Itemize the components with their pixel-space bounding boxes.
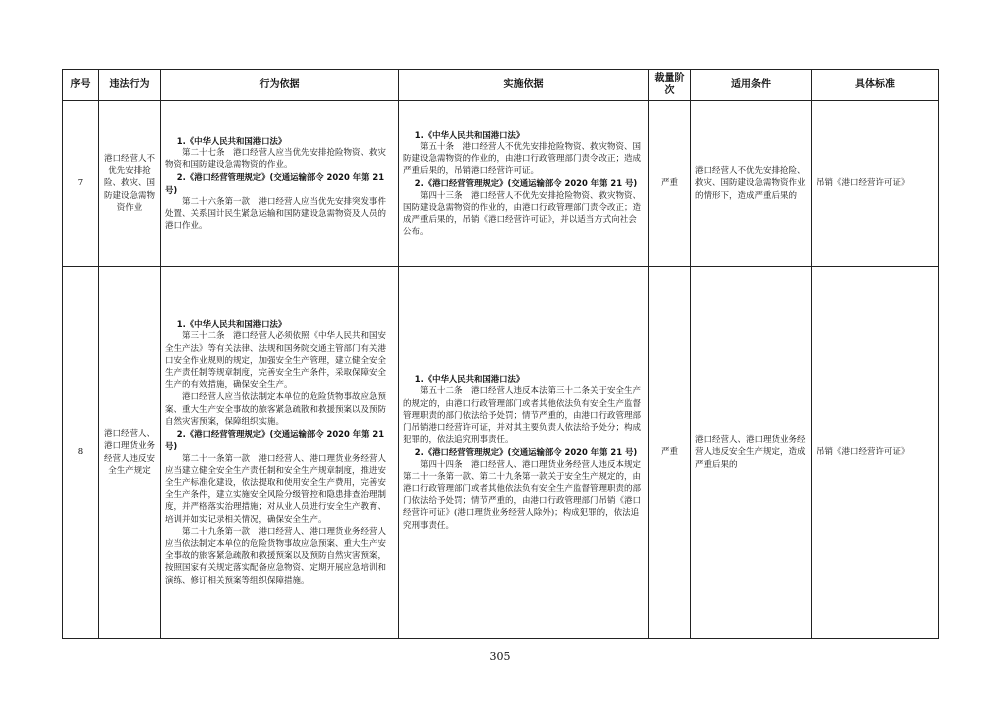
- row-condition: 港口经营人、港口理货业务经营人违反安全生产规定，造成严重后果的: [691, 267, 812, 639]
- row-seq: 7: [63, 101, 99, 267]
- basis-article: 第二十七条 港口经营人应当优先安排抢险物资、救灾物资和国防建设急需物资的作业。: [165, 147, 387, 171]
- impl-rule-title: 2.《港口经营管理规定》(交通运输部令 2020 年第 21 号): [414, 447, 638, 458]
- impl-article: 第五十二条 港口经营人违反本法第三十二条关于安全生产的规定的，由港口行政管理部门或者其他依法负有安全生产监督管理职责的部门依法给予处罚；情节严重的，由港口行政管理部门吊销港口经营许可证，并对其主要负责人依法给予处分；构成犯罪的，依法追究刑事责任。: [403, 386, 642, 446]
- row-impl: [399, 101, 649, 267]
- header-level: 裁量阶次: [649, 70, 691, 101]
- table-row: [63, 267, 939, 639]
- impl-article: 第五十条 港口经营人不优先安排抢险物资、救灾物资、国防建设急需物资的作业的，由港口行政管理部门责令改正；造成严重后果的，吊销港口经营许可证。: [403, 141, 642, 177]
- row-condition: 港口经营人不优先安排抢险、救灾、国防建设急需物资作业的情形下，造成严重后果的: [691, 101, 812, 267]
- regulation-table: [62, 69, 939, 639]
- basis-article: 第二十九条第一款 港口经营人、港口理货业务经营人应当依法制定本单位的危险货物事故应急预案、重大生产安全事故的旅客紧急疏散和救援预案以及预防自然灾害预案，按照国家有关规定落实配备应急物资、定期开展应急培训和演练、修订相关预案等组织保障措施。: [165, 526, 387, 586]
- basis-rule-title: 2.《港口经营管理规定》(交通运输部令 2020 年第 21 号): [165, 172, 385, 195]
- row-basis: [161, 267, 399, 639]
- header-condition: 适用条件: [691, 70, 812, 101]
- row-level: 严重: [649, 267, 691, 639]
- basis-article: 第二十六条第一款 港口经营人应当优先安排突发事件处置、关系国计民生紧急运输和国防建设急需物资及人员的港口作业。: [165, 196, 387, 232]
- header-impl: 实施依据: [399, 70, 649, 101]
- row-standard: 吊销《港口经营许可证》: [812, 267, 939, 639]
- header-basis: 行为依据: [161, 70, 399, 101]
- impl-article: 第四十四条 港口经营人、港口理货业务经营人违反本规定第二十一条第一款、第二十九条第一款关于安全生产规定的，由港口行政管理部门或者其他依法负有安全生产监督管理职责的部门依法给予处罚；情节严重的，由港口行政管理部门吊销《港口经营许可证》(港口理货业务经营人除外)；构成犯罪的，依法追究刑事责任。: [403, 459, 642, 531]
- impl-rule-title: 2.《港口经营管理规定》(交通运输部令 2020 年第 21 号): [414, 178, 638, 189]
- row-impl: [399, 267, 649, 639]
- basis-law-title: 1.《中华人民共和国港口法》: [176, 135, 287, 146]
- table-row: [63, 101, 939, 267]
- row-violation: 港口经营人不优先安排抢险、救灾、国防建设急需物资作业: [99, 101, 161, 267]
- basis-article: 第二十一条第一款 港口经营人、港口理货业务经营人应当建立健全安全生产责任制和安全生产规章制度，推进安全生产标准化建设，依法提取和使用安全生产费用，完善安全生产条件，建立实施安全风险分级管控和隐患排查治理制度，并严格落实治理措施；对从业人员进行安全生产教育、培训并如实记录相关情况，确保安全生产。: [165, 453, 387, 525]
- header-violation: 违法行为: [99, 70, 161, 101]
- impl-law-title: 1.《中华人民共和国港口法》: [414, 129, 525, 140]
- row-level: 严重: [649, 101, 691, 267]
- row-basis: [161, 101, 399, 267]
- basis-law-title: 1.《中华人民共和国港口法》: [176, 319, 287, 330]
- basis-rule-title: 2.《港口经营管理规定》(交通运输部令 2020 年第 21 号): [165, 429, 385, 452]
- basis-article: 第三十二条 港口经营人必须依照《中华人民共和国安全生产法》等有关法律、法规和国务院交通主管部门有关港口安全作业规则的规定，加强安全生产管理，建立健全安全生产责任制等规章制度，完善安全生产条件，采取保障安全生产的有效措施，确保安全生产。: [165, 331, 387, 391]
- impl-law-title: 1.《中华人民共和国港口法》: [414, 374, 525, 385]
- impl-article: 第四十三条 港口经营人不优先安排抢险物资、救灾物资、国防建设急需物资的作业的，由港口行政管理部门责令改正；造成严重后果的，吊销《港口经营许可证》，并以适当方式向社会公布。: [403, 190, 642, 238]
- header-row: [63, 70, 939, 101]
- header-standard: 具体标准: [812, 70, 939, 101]
- row-seq: 8: [63, 267, 99, 639]
- header-seq: 序号: [63, 70, 99, 101]
- row-standard: 吊销《港口经营许可证》: [812, 101, 939, 267]
- basis-article: 港口经营人应当依法制定本单位的危险货物事故应急预案、重大生产安全事故的旅客紧急疏散和救援预案以及预防自然灾害预案，保障组织实施。: [165, 392, 387, 427]
- page-number: 305: [489, 650, 511, 663]
- row-violation: 港口经营人、港口理货业务经营人违反安全生产规定: [99, 267, 161, 639]
